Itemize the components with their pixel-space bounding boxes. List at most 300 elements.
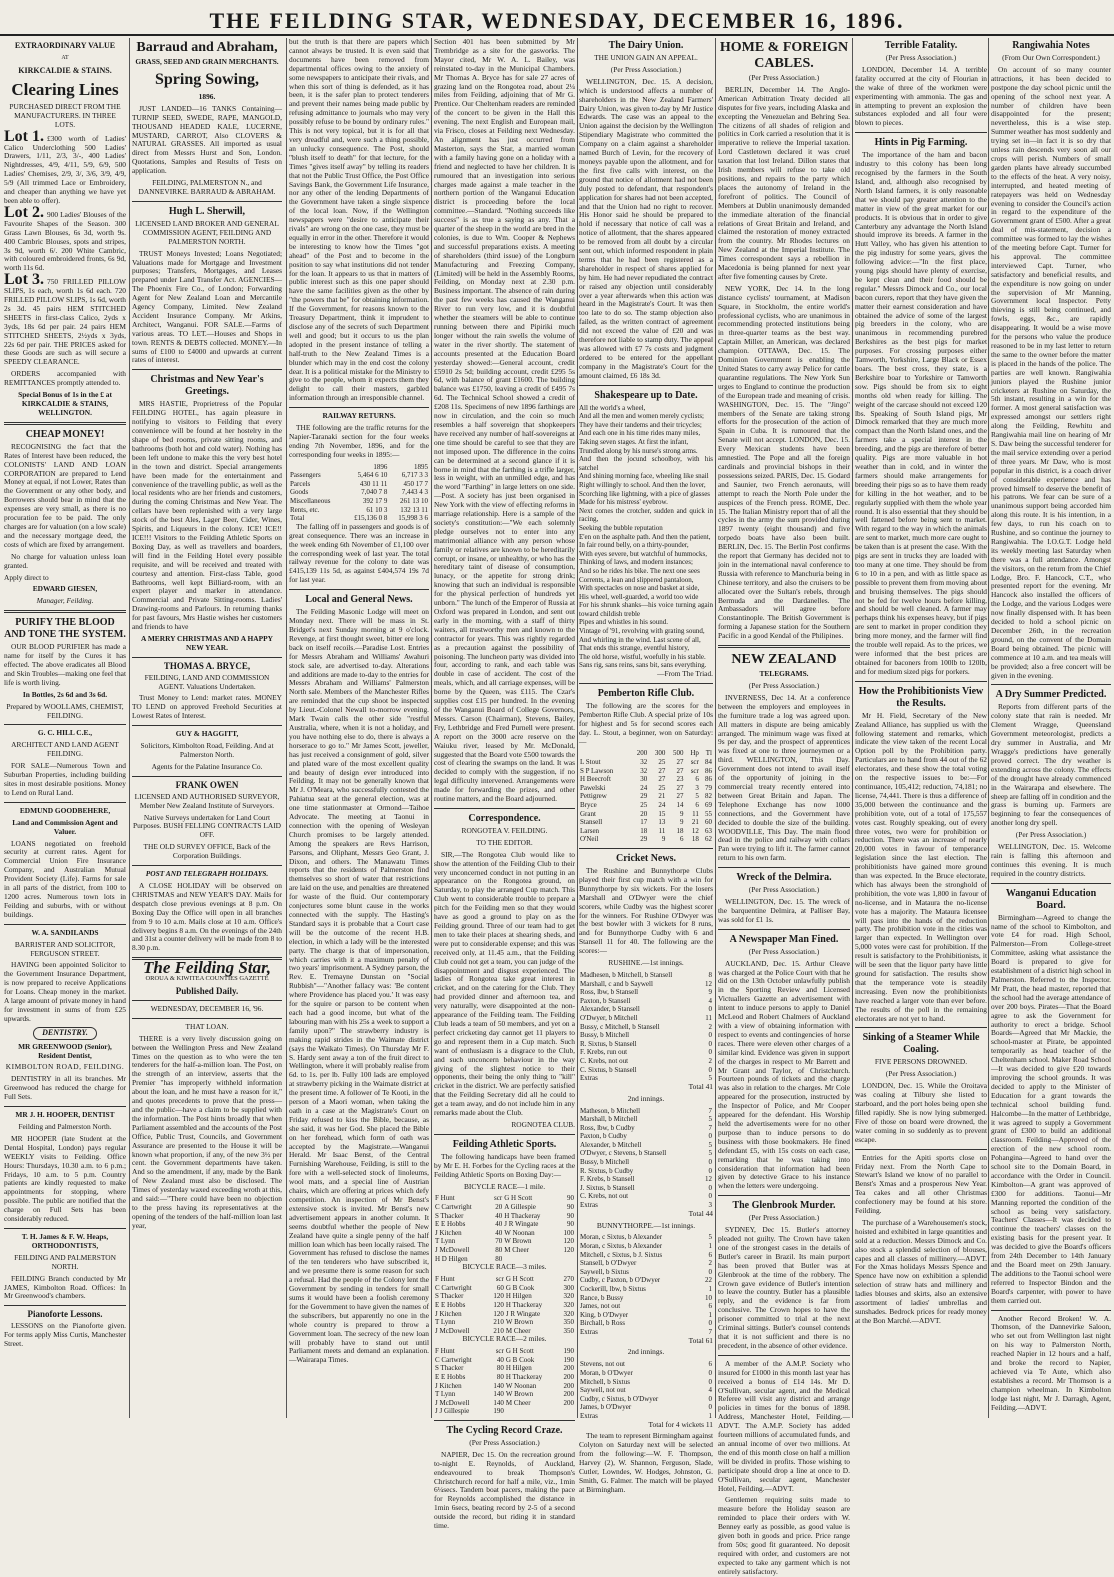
table-cell: S Thacker	[435, 1292, 464, 1301]
rushine-innings1: RUSHINE.—1st innings.	[608, 958, 684, 968]
table-cell: Saywell, b Sixtus	[580, 1267, 629, 1276]
poem-line: Sans rig, sans reins, sans bit, sans everything.	[579, 661, 707, 670]
table-cell: 27	[658, 766, 666, 775]
table-cell: 1	[708, 1242, 712, 1251]
divider	[855, 1149, 987, 1150]
rifle-head: Pemberton Rifle Club.	[597, 687, 695, 699]
table-cell: M Cheer	[505, 1398, 531, 1407]
table-cell: J R Wingate	[504, 1220, 539, 1229]
poem-line: Seeking the bubble reputation	[579, 523, 663, 532]
divider	[4, 1106, 126, 1107]
table-cell: 100	[563, 1228, 574, 1237]
table-cell: 9	[680, 809, 684, 818]
cycling-text: NAPIER, Dec 15. On the recreation ground to-night E. Reynolds, of Auckland, endeavoured to break Thompson's Christchurch record for half a mile, viz., 1min 6¼secs. Tandem boat pacers, making the pace for Reynolds accomplished the distance in 1min 6secs, beating record by 2-5 of a second outside the record, but riding it in standard time.	[434, 1449, 575, 1531]
bryce-name: THOMAS A. BRYCE,	[163, 660, 251, 671]
wanganui-head: Wanganui Education Board.	[1005, 887, 1097, 911]
table-cell: 210	[493, 1326, 504, 1335]
divider	[579, 385, 713, 386]
table-cell: F. Krebs, run out	[580, 1048, 628, 1057]
table-cell: S Thacker	[435, 1211, 464, 1220]
table-row	[434, 1246, 575, 1255]
table-cell: 120	[493, 1300, 504, 1309]
table-cell: Moran, c Sixtus, b Alexander	[580, 1242, 663, 1251]
delmira-head: Wreck of the Delmira.	[736, 872, 832, 884]
race1-table	[434, 1194, 575, 1263]
table-cell: 20	[640, 809, 648, 818]
pig-head: Hints in Pig Farming.	[874, 137, 968, 149]
table-cell: Stansell	[580, 818, 603, 827]
spring-head: Spring Sowing,	[154, 70, 260, 88]
table-cell: Goods	[290, 488, 309, 497]
poem-line: Trundled along by his nurse's strong arms.	[579, 446, 698, 455]
nz-head: NEW ZEALAND	[731, 652, 837, 668]
table-row	[579, 775, 713, 784]
table-cell: 25	[658, 758, 666, 767]
poem-line: Vintage of '91, revolving with grating sound,	[579, 627, 705, 636]
table-cell: Moran, b O'Dwyer	[580, 1368, 633, 1377]
table-cell: 62	[705, 835, 712, 844]
glenbrook-assoc: (Per Press Association.)	[748, 1213, 820, 1223]
column-6	[718, 38, 850, 1576]
table-cell: 430 11 11	[359, 479, 388, 488]
table-cell: G B Cook	[505, 1355, 535, 1364]
table-row	[579, 997, 713, 1006]
divider	[4, 422, 126, 425]
kirk-purchased: PURCHASED DIRECT FROM THE MANUFACTURERS. IN THREE LOTS.	[9, 101, 121, 129]
divider	[718, 929, 850, 930]
table-cell: T Lynn	[435, 1390, 456, 1399]
divider	[991, 684, 1111, 685]
bunny-innings2: 2nd innings.	[627, 1347, 665, 1357]
table-cell	[505, 1407, 558, 1416]
kirk-head-2: AT	[61, 55, 69, 61]
table-cell: 15,998 3 6	[398, 514, 428, 523]
divider	[434, 1420, 575, 1421]
steamer-assoc: (Per Press Association.)	[885, 1069, 957, 1079]
table-cell: 450 17 7	[403, 479, 428, 488]
table-cell: C Cartwright	[435, 1355, 472, 1364]
table-cell: 11	[658, 826, 666, 835]
table-cell: 320	[563, 1292, 574, 1301]
table-cell: L Stout	[580, 758, 601, 767]
shakespeare-head: Shakespeare up to Date.	[594, 389, 698, 401]
table-cell: S Thacker	[435, 1364, 464, 1373]
table-cell: J Kitchen	[435, 1309, 462, 1318]
table-cell: 5	[708, 1115, 712, 1124]
table-row	[289, 463, 429, 472]
table-cell: Tl	[705, 749, 712, 758]
lot2-text: 900 Ladies' Blouses of the Favourite Shapes of the Season. 300 Grass Lawn Blouses, 6s 3d, worth 9s. 400 Cambric Blouses, spots and stripes, 3s 9d, worth 6/. 200 White Cambric, with coloured embroidered fronts, 6s 9d, worth 11s 6d.	[4, 209, 126, 273]
table-cell: F. Krebs, b Stansell	[580, 1175, 635, 1184]
post-text: A CLOSE HOLIDAY will be observed on CHRISTMAS and NEW YEAR'S DAY. Mails for despatch close previous evenings at 8 p.m. On Boxing Day the Office will open in all branches from 9 to 10 a.m. Mails close at 10 a.m. Office's delivery begins 8 a.m. On the evenings of the 24th and 31st a counter delivery will be made from 8 to 8.30 p.m.	[132, 880, 282, 953]
table-cell: E E Hobbs	[435, 1220, 466, 1229]
table-cell: Rance, b Bussy	[580, 1293, 624, 1302]
table-row	[579, 1184, 713, 1193]
poem-line: And then the jocund schoolboy, with his satchel	[579, 455, 713, 472]
guy-address: Solicitors, Kimbolton Road, Feilding. And at Palmerston North.	[140, 741, 274, 759]
table-cell: 7	[708, 1106, 712, 1115]
table-cell: 0	[708, 1192, 712, 1201]
table-cell: 29	[640, 792, 648, 801]
owen-role: LICENSED AND AUTHORISED SURVEYOR, Member New Zealand Institute of Surveyors.	[134, 791, 280, 810]
table-cell: 392 17 9	[362, 497, 388, 506]
kirk-orders: ORDERS accompanied with REMITTANCES promptly attended to.	[4, 369, 126, 388]
hastie-text: MRS HASTIE, Proprietress of the Popular FEILDING HOTEL, has again pleasure in notifying to visitors to Feilding that every convenience will be found at her hostelry in the shape of bed rooms, private sitting rooms, and bathrooms (both hot and cold water). Nothing has been left undone to make this the very best hotel in the town and district. Special arrangements have been made for the entertainment and convenience of the travelling public, as well as the local residents who are her friends and customers, during the coming Christmas and New Year. The cellars have been replenished with a very large stock of the best Ales, Lager Beer, Cider, Wines, Spirits, and Liqueurs in the colony. ICE! ICE!! ICE!!! Visitors to the Feilding Athletic Sports on Boxing Day, as well as travellers and boarders, will find in the Feilding Hotel every possible requisite, and will be received and treated with courtesy and attention. First-class Table, good Bathrooms, well kept Billiard-room, with an expert player and marker in attendance. Commercial and Private Sitting-rooms. Ladies' Drawing-rooms and Parlours. In returning thanks for past favours, Mrs Hastie wishes her customers and friends to have	[132, 399, 282, 632]
table-cell: Alexander, b Stansell	[580, 1005, 640, 1014]
poem	[579, 404, 713, 670]
table-cell: 0	[708, 1394, 712, 1403]
home-head: HOME & FOREIGN CABLES.	[719, 40, 849, 71]
table-cell: 79	[705, 783, 712, 792]
table-cell: 200	[563, 1381, 574, 1390]
table-cell: 15	[658, 809, 666, 818]
piano-head: Pianoforte Lessons.	[27, 1309, 103, 1320]
poem-line: And so he rides his bike. The next one sees	[579, 566, 700, 575]
rushine-innings2: 2nd innings.	[627, 1093, 665, 1103]
poem-line: And each one in his time rides many miles,	[579, 429, 701, 438]
divider	[855, 132, 987, 133]
table-cell: 300	[563, 1283, 574, 1292]
table-row	[579, 758, 713, 767]
table-cell: King, b O'Dwyer	[580, 1310, 629, 1319]
table-row	[289, 488, 429, 497]
bunny-innings1: BUNNYTHORPE.—1st innings.	[596, 1220, 696, 1230]
table-row	[579, 988, 713, 997]
divider	[132, 1000, 282, 1001]
table-cell: 18	[676, 826, 684, 835]
table-cell: 5,464 6 10	[357, 471, 388, 480]
table-cell: J J Gillespie	[435, 1407, 470, 1416]
local-head: Local and General News.	[305, 594, 413, 606]
race3-head: BICYCLE RACE—2 miles.	[462, 1334, 547, 1344]
table-cell: 80	[495, 1254, 503, 1263]
table-row	[579, 1242, 713, 1251]
money-text: RECOGNISING the fact that the Rates of Interest have been reduced, the COLONISTS' LAND AND LOAN CORPORATION are prepared to Lend Money at equal, if not Lower, Rates than the Government or any other body, and Borrowers should bear in mind that the expenses are very small, as there is no procuration fee to be paid. The only charges are for valuation (on a low scale) and the necessary mortgage deed, the costs of which are fixed by arrangement.	[4, 441, 126, 549]
hill-name: G. C. HILL C.E.,	[37, 728, 93, 738]
table-row	[579, 1285, 713, 1294]
table-cell: 300	[654, 749, 666, 758]
table-header	[289, 463, 343, 472]
lot3-text: 750 FRILLED PILLOW SLIPS, 1s each, worth 1s 6d each. 720 FRILLED PILLOW SLIPS, 1s 6d, worth 2s 3d. 45 pairs HEM STITCHED SHEETS in first-class Calico, 2yds x 3yds, 18s 6d per pair. 24 pairs HEM STITCHED SHEETS, 2½yds x 3yds, 22s 6d per pair. THE PRICES asked for these Goods are such as will secure a SPEEDY CLEARANCE.	[4, 277, 126, 367]
table-cell: Hp	[690, 749, 699, 758]
barraud-text: JUST LANDED—16 TANKS Containing—TURNIP SEED, SWEDE, RAPE, MANGOLD, THOUSAND HEADED KALE, LUCERNE, MUSTARD, CARROT, Also CLOVERS & NATURAL GRASSES. All imported as usual direct from Messrs Hurst and Son, London. Quotations, Samples and Results of Tests on application.	[132, 103, 282, 176]
money-apply: Apply direct to	[4, 572, 49, 582]
table-cell: 200	[636, 749, 648, 758]
table-cell: 120	[563, 1246, 574, 1255]
table-row	[579, 1311, 713, 1320]
poem-line: E'en on the asphalte path. And then the patient,	[579, 532, 711, 541]
table-row	[579, 792, 713, 801]
table-cell: 25	[658, 783, 666, 792]
table-cell: 140	[493, 1381, 504, 1390]
steamer-text: LONDON, Dec. 15. While the Oroitava was coaling at Tilbury she listed to starboard, and the port holes being open she filled rapidly. She is now lying submerged. Five of those on board were drowned, the water coming in so suddenly as to prevent escape.	[855, 1081, 987, 1144]
table-cell: 0	[708, 1039, 712, 1048]
table-cell: 27	[676, 783, 684, 792]
table-cell: 90	[567, 1211, 574, 1220]
table-header: 1896	[373, 462, 388, 471]
table-cell: Saywell, not out	[580, 1386, 626, 1395]
table-row	[434, 1229, 575, 1238]
table-cell: R. Sixtus, b Cudby	[580, 1166, 634, 1175]
table-row	[579, 1048, 713, 1057]
table-cell: R. Sixtus, b Stansell	[580, 1039, 637, 1048]
race2-head: BICYCLE RACE—3 miles.	[462, 1262, 547, 1272]
table-row	[579, 1014, 713, 1023]
table-cell: 140	[493, 1390, 504, 1399]
table-cell: 120	[563, 1237, 574, 1246]
home-assoc: (Per Press Association.)	[748, 73, 820, 82]
table-cell: 6	[708, 1360, 712, 1369]
table-cell: 200	[563, 1398, 574, 1407]
table-row	[579, 1192, 713, 1201]
table-cell: 190	[563, 1347, 574, 1356]
table-cell: Bussy, b Mitchell	[580, 1031, 630, 1040]
money-agent: EDWARD GIESEN,	[32, 584, 98, 594]
table-cell: Marshall, c and b Saywell	[580, 979, 653, 988]
table-cell: 6	[708, 1250, 712, 1259]
hill-text: FOR SALE—Numerous Town and Suburban Properties, including building sites in most desirable positions. Money to Lend on Rural Land.	[4, 761, 126, 797]
table-row	[579, 1023, 713, 1032]
sandilands-text: HAVING been appointed Solicitor to the Government Insurance Department, is now prepared to receive Applications for Loans. Cheap money in the market. A large amount of private money in hand for investment in sums of from £25 upwards.	[4, 960, 126, 1023]
table-cell: J McDowell	[435, 1398, 470, 1407]
masthead-rule	[0, 34, 1114, 36]
table-cell: 0	[708, 1132, 712, 1141]
newspaper-fined-head: A Newspaper Man Fined.	[729, 933, 839, 945]
table-cell: G H Scott	[505, 1275, 534, 1284]
table-row	[579, 1115, 713, 1124]
spring-year: 1896.	[198, 91, 216, 101]
kirk-head-3: KIRKCALDIE & STAINS.	[18, 65, 112, 75]
table-cell: J R Wingate	[505, 1309, 541, 1318]
table-row	[579, 1251, 713, 1260]
column-8	[991, 38, 1111, 1418]
divider	[991, 1310, 1111, 1311]
divider	[289, 589, 429, 590]
table-cell: 3	[708, 1201, 712, 1210]
table-cell: 84	[705, 758, 712, 767]
table-row	[289, 497, 429, 506]
column-5	[579, 38, 714, 1494]
goodbehere-name: EDMUND GOODBEHERE,	[19, 805, 111, 815]
rangiwahia-sub: (From Our Own Correspondent.)	[1002, 53, 1100, 62]
loan-continued: but the truth is that there are papers which cannot always be trusted. It is even said that documents have been removed from departmental offices owing to the anxiety of some newspapers to anticipate their rivals, and when this sort of thing is defended, as it has been, it is the safer plan to protect tenderers and prevent their names being made public by refusing admittance to journals who may very possibly refuse to be bound by ordinary rules." This is not very topical, but it is for all that very dreadful and, were such a thing possible, an unlucky consequence. The Post, should "blush itself to death" for that lecture, for the Times "gives itself away" by telling its readers that not the Public Trust Office, the Post Office Savings Bank, the Government Life Insurance, nor any other of the lending Departments of the Government have taken a single sixpence of the local loan. Now, if the Wellington newspapers were "desire to anticipate their rivals" are wrong on the one case, they must be equally in error in the other. Therefore it would be interesting to know how the Times "got ahead" of the Post and to become in the position to say what institutions did not tender for the loan. It appears to us that in matters of public interest such as this one paper should have the same facilities given as the other by "the powers that be" for obtaining information. If the Government, for reasons known to the Treasury Department, think it imprudent to disclose any of the secrets of such Department well and good; but it occurs to us the plan adopted in the present instance of telling a half-truth to the New Zealand Times is a blunder which may in the end cost the colony dear. It is a political mistake for the Ministry to give to the people, whom it expects them they delight to call their masters, garbled information through an irresponsible channel.	[289, 37, 429, 403]
table-cell: Moran, c Sixtus, b Alexander	[580, 1233, 663, 1242]
railway-after: The falling off in passengers and goods is of great consequence. There was an increase in the week ending 6th November of £1,100 over the corresponding week of last year. The total railway revenue for the colony to date was £415,139 11s 5d, as against £404,574 19s 7d for last year.	[289, 521, 429, 585]
table-row	[434, 1399, 575, 1408]
barraud-head: Barraud and Abraham,	[136, 40, 278, 55]
lot2-label: Lot 2.	[4, 203, 44, 221]
table-cell: 10	[705, 1293, 712, 1302]
sherwill-text: TRUST Moneys Invested; Loans Negotiated; Valuations made for Mortgage and Investment purposes; Transfers, Mortgages, and Leases prepared under Land Transfer Act. AGENCIES—The Phoenix Fire Co., of London; Forwarding Agent for New Zealand Loan and Mercantile Agency Company, Limited. New Zealand Accident Insurance Company. Mr Atkins, Architect, Wanganui. FOR SALE.—Farms of various areas. TO LET.—Houses and Shops in town. RENTS & DEBTS collected. MONEY.—In sums of £100 to £4000 and upwards at current rates of interest.	[132, 248, 282, 365]
table-cell: 7	[708, 1123, 712, 1132]
table-cell: 6	[680, 835, 684, 844]
table-cell: Stansell, b O'Dwyer	[580, 1259, 637, 1268]
table-cell: G H Scott	[504, 1194, 533, 1203]
table-cell: 60	[705, 818, 712, 827]
divider	[434, 808, 575, 809]
table-cell	[579, 749, 630, 758]
table-cell: W Brown	[504, 1237, 532, 1246]
table-row	[579, 835, 713, 844]
table-cell: E E Hobbs	[435, 1372, 466, 1381]
table-row	[434, 1382, 575, 1391]
table-row	[434, 1310, 575, 1319]
delmira-text: WELLINGTON, Dec. 15. The wreck of the barquentine Delmira, at Palliser Bay, was sold for £1 1s.	[718, 897, 850, 924]
table-cell: H Hilgen	[505, 1292, 532, 1301]
divider	[4, 802, 126, 803]
poem-line: Pipes and whistles in his sound.	[579, 618, 669, 627]
bunny-total-1: Total 61	[688, 1335, 713, 1345]
divider	[434, 1134, 575, 1135]
table-cell	[558, 1407, 575, 1416]
table-cell: 82	[705, 792, 712, 801]
table-cell: Parcels	[290, 479, 311, 488]
race3-table	[434, 1347, 575, 1416]
dentistry-badge: DENTISTRY.	[33, 1027, 97, 1040]
heaps-text: FEILDING Branch conducted by Mr JAMES, Kimbolton Road. Offices: In Mr Greenwood's chambers.	[4, 1273, 126, 1301]
table-cell: W Brown	[505, 1390, 534, 1399]
table-row	[434, 1275, 575, 1284]
column-4	[434, 37, 575, 1531]
table-cell: 29	[640, 835, 648, 844]
table-cell: scr	[690, 758, 699, 767]
sandilands-name: W. A. SANDILANDS	[31, 927, 99, 937]
home-text: BERLIN, December 14. The Anglo-American Arbitration Treaty decided all disputes for five years, including Alaska and excepting the Venezuelan and Behring Sea. The citizens of all shades of religion and politics in Cork carried a resolution that it is imperative to relieve the Imperial taxation. Lord Castletown declared it was cruel taxation that lost Ireland. Dillon states that Irish members will refuse to take old positions, and repairs to the party which places the autonomy of Ireland in the forefront of politics. The Council of Members at Dublin unanimously demanded the immediate alteration of the financial relations of Great Britain and Ireland, and claimed the restoration of money extracted from the country. Mr Rhodes lectures on New Zealand at the Imperial Institute. The Times correspondent says a rebellion in Macedonia is being planned for next year after five fomenting causes by Crete.	[718, 84, 850, 281]
poem-line: That ends this strange, eventful history,	[579, 644, 690, 653]
table-cell: scr	[495, 1347, 504, 1356]
table-cell: 120	[493, 1309, 504, 1318]
column-1	[4, 38, 126, 1418]
table-row	[579, 1233, 713, 1242]
table-cell: S P Lawson	[580, 766, 614, 775]
guy-text: Agents for the Palatine Insurance Co.	[151, 761, 263, 771]
table-cell: Mitchell, c Sixtus, b J. Sixtus	[580, 1250, 663, 1259]
table-row	[579, 1294, 713, 1303]
table-row	[434, 1318, 575, 1327]
table-row	[289, 506, 429, 515]
table-cell: J McDowell	[435, 1326, 470, 1335]
table-cell: J McDowell	[435, 1246, 470, 1255]
local-continued: Section 401 has been submitted by Mr Trembridge as a site for the gasworks. The Mayor cited, Mr W. A. L. Bailey, was reinstated to-day in the Municipal Chambers. Mr Thomas A. Bryce has for sale 27 acres of grazing land on the Rongotea road, about 2¼ miles from Feilding, adjoining that of Mr G. Prentice. Our Cheltenham readers are reminded of the concert to be given in the Hall this evening. The next English and European mail, via Frisco, closes at Feilding next Wednesday. An alignment has just occurred from Masterton, says the Star, a married woman with a family having gone on a holiday with a friend and neglected to have her children. It is rumoured that an investigation into serious charges made against a male teacher in the northern portion of the Wanganui Education district is proceeding before the local committee.—Standard. "Nothing succeeds like success" is as true a saying as any. That a quarter of the sheep in the world are bred in the colonies, is due to Wm. Cooper & Nephews and successful preparations exists. A meeting of shareholders (third issue) of the Longburn Manufacturing and Freezing Company, (Limited) will be held in the Assembly Rooms, Feilding, on Monday next at 2.30 p.m. Business important. The absence of rain during the past few weeks has caused the Wanganui River to run very low, and it is doubtful whether the steamers will be able to continue running between there and Pipiriki much longer without the rain swells the volume of water in the river shortly. The statement of accounts presented at the Education Board yesterday showed:—General account, credit £5910 2s 5d; building account, credit £295 5s 6d, with balance of grant £1600. The building balance was £1750, leaving a credit of £495 7s 6d. The Technical School showed a credit of £208 11s. Specimens of new 1896 farthings are now in circulation, and the coin so much resembles a half sovereign that shopkeepers have received any number of half-sovereigns at one time should be careful to see that they are not imposed upon. The difference in the coins can be determined at a second glance if it is borne in mind that the farthing is a trifle larger, less in weight, with an unmilled edge, and has the word "Farthing" in large letters on one side.—Post. A society has just been organised in New York with the view of effecting reforms in marriage relationship. Here is a sample of the society's constitution:—"We each solemnly pledge ourselves not to enter into any matrimonial alliance with any person whose family or relatives are known to be hereditarily corrupt, or insane, or unhealthy, or who has the hereditary taint of disease of consumption, lunacy, or the appetite for strong drink; knowing that such an individual is responsible for the physical perfection of hundreds yet unborn." The lunch of the Emperor of Russia at Oxford was prepared in London, and sent out early in the morning, with a staff of thirty waiters, all trustworthy men and known to the contractor for years. This was rightly regarded as a precaution against the possibility of poisoning. The luncheon party was divided into four, according to rank, and each table was double in case of accident. The cost of the meals, which, and all carriage expenses, will be borne by the Queen, was £115. The Czar's supplies cost £15 per hundred. In the evening of the Wanganui Board of College Governors, Messrs. Carson (Chairman), Stevens, Bailey, Fry, Lethbridge and Fred Purnell were present. A report on the 3000 acre reserve on the Waiuku river, leased by Mr. McDonald, suggested that the Board vote £500 towards the cost of clearing the swamps on the land. It was decided to comply with the suggestion, if no legal difficulty intervened. Arrangements were made for forwarding the prizes, and other routine matters, and the Board adjourned.	[434, 37, 575, 804]
column-divider	[431, 38, 432, 1418]
money-head: CHEAP MONEY!	[25, 428, 105, 440]
barraud-address: FEILDING, PALMERSTON N., and DANNEVIRKE. BARRAUD & ABRAHAM.	[138, 178, 276, 196]
table-header: 1895	[414, 462, 428, 471]
table-cell: 0	[708, 1183, 712, 1192]
table-row	[434, 1373, 575, 1382]
column-2	[132, 38, 282, 1418]
poem-line: With spectacles on nose and basket at side,	[579, 584, 700, 593]
table-cell: scr	[690, 766, 699, 775]
table-row	[579, 1378, 713, 1387]
table-row	[579, 1369, 713, 1378]
table-cell: 210	[493, 1318, 504, 1327]
table-cell: 1	[708, 1285, 712, 1293]
rushine-table-1	[579, 971, 713, 1083]
table-cell: 90	[567, 1203, 574, 1212]
steamer-head: Sinking of a Steamer While Coaling.	[862, 1032, 980, 1056]
table-row	[579, 1107, 713, 1116]
masthead-title: THE FEILDING STAR, WEDNESDAY, DECEMBER 16, 1896.	[209, 8, 905, 33]
table-cell: 6,717 3 3	[401, 471, 428, 480]
table-row	[579, 1141, 713, 1150]
poem-line: Scorching like lightning, with a pice of glasses	[579, 489, 711, 498]
steamer-sub: FIVE PERSONS DROWNED.	[874, 1057, 968, 1067]
purify-by: Prepared by WOOLLAMS, CHEMIST, FEILDING.	[6, 701, 124, 720]
glenbrook-text: SYDNEY, Dec 15. Butler's attorney pleaded not guilty. The Crown have taken one of the strongest cases in the details of Butler's career in Brazil. Its main purport has been proved that Butler was at Glenbrook at the time of the robbery. The Crown gave evidence of Butler's intention to leave the country. Butler has a plausible reply, and the evidence is far from conclusive. The Crown hopes to have the prisoner committed to trial at the next Criminal sittings. Butler's counsel contends that it is not sufficient and there is no precedent, in the absence of other evidence.	[718, 1225, 850, 1350]
poem-line: The old horse, wistful, woefully in his stable.	[579, 652, 706, 661]
table-cell: 190	[563, 1355, 574, 1364]
table-cell: 0	[708, 1031, 712, 1040]
prohibition-text: Mr H. Field, Secretary of the New Zealand Alliance, has supplied us with the following statement and remarks, which indicate the view taken of the recent Local Option poll by the Prohibition party. Particulars are to hand from 44 out of the 62 electorates, and these show the total voting on the respective issues to be:—For continuance, 105,412; reduction, 74,181; no license, 74,441. There is thus a difference of 35,000 between the continuance and the prohibition vote, out of a total of 175,557 votes cast. Roughly speaking, out of every three votes, two were for prohibition or reduction. There was an increase of nearly 20,000 votes in favour of temperance legislation since the last election. The prohibitionists have gained more ground than was expected. In the Bruce electorate, which has always been the stronghold of prohibition, the vote was 1,800 in favour of no-license, and in Mataura the no-license vote has a majority. The Mataura licensee will pass into the hands of the reduction party. The prohibition vote in the cities was larger than expected. In Wellington over 5,000 votes were cast for prohibition. If the result is satisfactory to the Prohibitionists, it will be seen that the liquor party have little ground for satisfaction. The results show that the temperance vote is steadily increasing. Even now the prohibitionists have reached a larger vote than ever before. The results of the poll in the remaining electorates are not yet to hand.	[855, 710, 987, 1023]
bryce-role: FEILDING, LAND AND COMMISSION AGENT. Valuations Undertaken.	[144, 672, 270, 691]
table-cell: H Beecroft	[580, 775, 611, 784]
table-row	[579, 1319, 713, 1328]
rangiwahia-head: Rangiwahia Notes	[1012, 40, 1090, 51]
cricket-head: Cricket News.	[616, 853, 676, 864]
cycling-sub: (Per Press Association.)	[469, 1437, 540, 1447]
table-cell: Madhesen, b Mitchell, b Stansell	[580, 970, 673, 979]
table-cell: 0	[708, 1267, 712, 1276]
table-cell: 3	[695, 783, 699, 792]
table-cell: 80	[496, 1372, 504, 1381]
table-row	[434, 1356, 575, 1365]
table-cell: 0	[708, 1403, 712, 1412]
table-cell: 86	[705, 766, 712, 775]
corr-sign: ROGNOTEA CLUB.	[511, 1119, 575, 1129]
table-cell: Marshall, b Mitchell	[580, 1115, 638, 1124]
table-cell: 0	[708, 1158, 712, 1167]
table-cell: 190	[493, 1407, 504, 1416]
table-cell: O'Dwyer, c Stevens, b Stansell	[580, 1149, 667, 1158]
poem-line: With eyes severe, but watchful of hummocks,	[579, 549, 708, 558]
table-row	[579, 980, 713, 989]
divider	[4, 610, 126, 613]
divider	[4, 1228, 126, 1229]
table-cell: 350	[563, 1326, 574, 1335]
table-cell: 5	[708, 1074, 712, 1083]
table-cell: 5	[708, 1140, 712, 1149]
home-text-2: NEW YORK, Dec 14. In the long distance cyclists' tournament, at Madison Square, in Stockholm, the entire world's professional cyclists, who are unanimous in recommending protected institutions being in three-quarter teams as the best way. Captain Miller, an American, was declared champion. OTTAWA, Dec. 15. The Dominion Government is enabling the United States to carry away Pelice for cattle quarantine regulations. The New York Sun urges to England to continue the production of the European trade and meaning of crisis. WASHINGTON, Dec. 15. The "Jingo" members of the Senate are taking strong efforts for the prosecution of the action of Spain in Cuba. It is rumoured that the Senate will not accept. LONDON, Dec. 15. Every Mexican students have been amnestied. The Pope and all the foreign cardinals and provincial bishops in their possessions seized. PARIS, Dec. 15. Godard and Saunier, two French aeronauts, will attempt to reach the North Pole under the auspices of the French press. ROME, Dec. 15. The Italian Ministry report that of all the cycles in the army the sum provided during 1897 twenty (eight thousand) and five torpedo boats have also been built. BERLIN, Dec. 15. The Berlin Post confirms the report that Germany has decided not to join in the international naval conference to Russia with reference to Manchuria being in Chinese territory, and also the cruisers to be allocated over the Sultan's rebels, through Bermuda and the Dardanelles. The Ambassadors will agree before Constantinople. The British Government is forming a Japanese station for the Southern Pacific in a good Kendal of the Philipines.	[718, 283, 850, 641]
table-cell: 132 13 11	[400, 505, 428, 514]
dry-summer-head: A Dry Summer Predicted.	[995, 689, 1107, 701]
wanganui-text: Birmingham—Agreed to change the name of the school to Kimbolton, and vote £4 for road. High School, Palmerston—From College-street Committee, asking what assistance the Board is prepared to give for establishment of a district high school in Palmerston. Referred to the Inspector. Mr Pratt, the head master, reported that the school had the average attendance of over 200 boys. Pirates—That the Board agree to ask the Government for authority to erect a bridge. School Boards—Agreed that Mr Mackie, the school-master at Pirate, be appointed temporarily as head teacher of the Cheltenham school. Maker Road School—It was decided to give £20 towards improving the school grounds. It was decided to apply to the Minister of Education for a grant towards the technical school building fund. Halcombe—In the matter of Lethbridge, it was agreed to supply a Government grant of £300 to build an additional classroom. Feilding—Approved of the erection of the new school room. Pohangina—Agreed to hand over the school site to the Domain Board, in accordance with the Order in Council. Kimbolton—A grant was approved of £300 for additions. Taonui—Mr Manning reported the condition of the school as being very satisfactory. Teachers' Classes—It was decided to continue the teachers' classes on the existing basis for the present year. It was decided to give the Board's officers from 24th December to 14th January and the Board meet on 29th January. The additions to the Taonui school were referred to Inspector Bindon and the Board's carpenter, with power to have them carried out.	[991, 912, 1111, 1305]
pig-text: The importance of the ham and bacon industry to this colony has been long recognised by the farmers in the South Island, and, although also recognised by North Island farmers, it is only reasonable that we should pay greater attention to the matter in view of the great market for our products. It is obvious that in order to give Canterbury any advantage the North Island should improve its breeds. A farmer in the Hutt Valley, who has given his attention to the pig industry for some years, gives the following advice:—"In the first place, young pigs should have plenty of exercise, be kept clean and their food should be regular." Messrs Dimock and Co., our local bacon curers, report that they have given the matter their earnest consideration and have obtained the advice of some of the largest pig breeders in the colony, who are unanimous in recommending purebred Berkshires as the best pigs for market purposes. For crossing purposes either Tamworth, Yorkshire, Large Black or Essex boars. The best cross, they state, is a Berkshire boar to Yorkshire or Tamworth sow. Pigs should be from six to eight months old when ready for killing. The weight of the carcase should not exceed 120 lbs. Speaking of South Island pigs, Mr Dimock remarked that they are much more compact than the North Island ones, and the farmers take a special interest in the breeding, and the pigs are therefore of better quality. Pigs are more valuable in hot weather than in cold, and in winter the farmers should make arrangements for breeding their pigs so as to have them ready for killing in the hot weather, and to be regularly supplied with them the whole year round. It is also essential that they should be well fattened before being sent to market. With regard to the way in which the animals are sent to market, much more care ought to be taken than is at present the case. With the pigs are sent in trucks they are loaded with too many at one time. They should be from 6 to 10 in a pen, and with as little space as possible to prevent them from moving about and bruising themselves. The pigs should not be fed for twelve hours before killing, and should be well cleaned. A farmer may perhaps think his expenses heavy, but if pigs are sent to market in proper condition they bring more money, and the farmer will find the trouble well repaid. As to the prices, we were informed that the best prices are obtained for baconers from 100lb to 120lb, and for medium sized pigs for porkers.	[855, 150, 987, 676]
terrible-text: LONDON, December 14. A terrible fatality occurred at the city of Flourian in the wake of three of the workmen were experimenting with ammonia. The gas and in attempting to prevent an explosion the substances exploded and all four were blown to pieces.	[855, 64, 987, 128]
table-row	[579, 1259, 713, 1268]
table-row	[579, 1276, 713, 1285]
kirk-special: Special Bonus of 1s in the £ at KIRKCALDIE & STAINS, WELLINGTON.	[18, 390, 112, 417]
table-cell: 21	[691, 818, 699, 827]
table-cell: 270	[563, 1275, 574, 1284]
table-cell: Bussy, c Mitchell, b Stansell	[580, 1022, 660, 1031]
table-cell	[557, 1255, 575, 1264]
poem-line: They have their tandems and their tricycles;	[579, 420, 702, 429]
table-cell: T Lynn	[435, 1318, 456, 1327]
table-row	[579, 1031, 713, 1040]
divider	[132, 776, 282, 777]
terrible-assoc: (Per Press Association.)	[885, 53, 957, 62]
race1-head: BICYCLE RACE—1 mile.	[463, 1181, 546, 1191]
sherwill-name: Hugh L. Sherwill,	[168, 205, 246, 217]
poem-line: And shining morning face, wheeling like snail	[579, 472, 709, 481]
owen-name: FRANK OWEN	[175, 779, 239, 790]
divider	[4, 1305, 126, 1306]
divider	[132, 865, 282, 866]
table-cell: James, b O'Dwyer	[580, 1403, 632, 1412]
table-cell: 69	[705, 801, 712, 810]
divider	[132, 201, 282, 202]
